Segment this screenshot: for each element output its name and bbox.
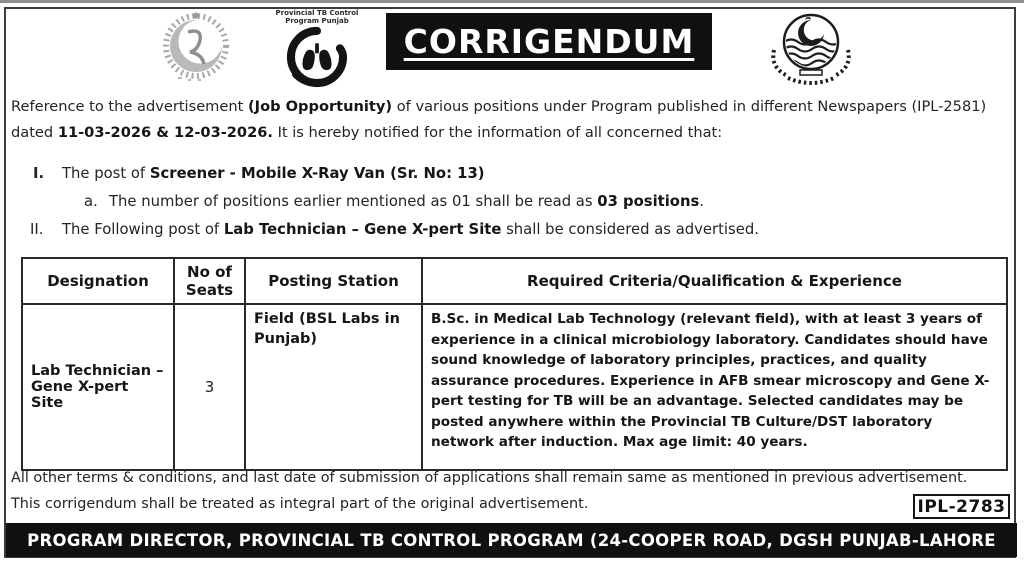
item-II-text-tail: shall be considered as advertised. <box>501 221 759 238</box>
list-item-II-number: II. <box>30 221 44 238</box>
footer-text: PROGRAM DIRECTOR, PROVINCIAL TB CONTROL PROGRAM (24-COOPER ROAD, DGSH PUNJAB-LAHORE <box>27 530 996 550</box>
scan-edge-artifact <box>0 0 1024 3</box>
header-designation: Designation <box>22 258 174 304</box>
ipl-code-badge: IPL-2783 <box>913 494 1010 519</box>
table-header-row <box>22 258 1007 304</box>
tb-caption-line1: Provincial TB Control <box>275 9 359 17</box>
item-II-text: The Following post of <box>62 221 224 238</box>
lungs-circle-icon <box>258 26 376 92</box>
header-no-of-seats: No of Seats <box>174 258 245 304</box>
intro-text: It is hereby notified for the information of all concerned that: <box>272 124 723 141</box>
item-a-period: . <box>699 193 705 210</box>
terms-note: All other terms & conditions, and last date of submission of applications shall remain same as mentioned in previous advertisement. <box>11 470 968 486</box>
reference-paragraph <box>11 94 1013 146</box>
intro-text: of various positions under Program published in different Newspapers (IPL-2581) dated <box>11 98 987 141</box>
list-item-a <box>0 193 1000 210</box>
table-row <box>22 304 1007 470</box>
list-item-a-number: a. <box>84 193 98 210</box>
cell-criteria: B.Sc. in Medical Lab Technology (relevant field), with at least 3 years of experience in a clinical microbiology laboratory. Candidates should have sound knowledge of laboratory principles, practices, and quality assurance procedures. Experience in AFB smear microscopy and Gene X-pert testing for TB will be an advantage. Selected candidates may be posted anywhere within the Provincial TB Culture/DST laboratory network after induction. Max age limit: 40 years. <box>422 304 1007 470</box>
tb-program-logo <box>258 9 376 91</box>
list-item-I <box>0 165 1000 182</box>
page-title: CORRIGENDUM <box>403 22 695 61</box>
intro-bold-job-opportunity: (Job Opportunity) <box>248 98 393 115</box>
integral-part-note: This corrigendum shall be treated as integral part of the original advertisement. <box>11 496 589 512</box>
cell-posting-station: Field (BSL Labs in Punjab) <box>245 304 422 470</box>
list-item-II <box>0 221 1000 238</box>
program-director-footer-banner <box>6 523 1017 557</box>
positions-table <box>21 257 1008 471</box>
item-a-bold-positions: 03 positions <box>597 193 700 210</box>
item-II-bold-post: Lab Technician – Gene X-pert Site <box>223 221 502 238</box>
intro-bold-dates: 11-03-2026 & 12-03-2026. <box>57 124 273 141</box>
corrigendum-title-banner <box>386 13 712 70</box>
item-I-text: The post of <box>62 165 150 182</box>
header-posting-station: Posting Station <box>245 258 422 304</box>
header-required-criteria: Required Criteria/Qualification & Experience <box>422 258 1007 304</box>
faded-crescent-wreath-emblem-icon <box>148 10 244 88</box>
tb-program-logo-caption <box>258 9 376 25</box>
list-item-I-number: I. <box>33 165 45 182</box>
punjab-government-emblem-icon <box>758 8 864 90</box>
item-I-bold-post: Screener - Mobile X-Ray Van (Sr. No: 13) <box>149 165 485 182</box>
tb-caption-line2: Program Punjab <box>285 17 349 25</box>
intro-text: Reference to the advertisement <box>11 98 248 115</box>
cell-seats: 3 <box>174 304 245 470</box>
item-a-text: The number of positions earlier mentioned as 01 shall be read as <box>109 193 598 210</box>
cell-designation: Lab Technician – Gene X-pert Site <box>22 304 174 470</box>
